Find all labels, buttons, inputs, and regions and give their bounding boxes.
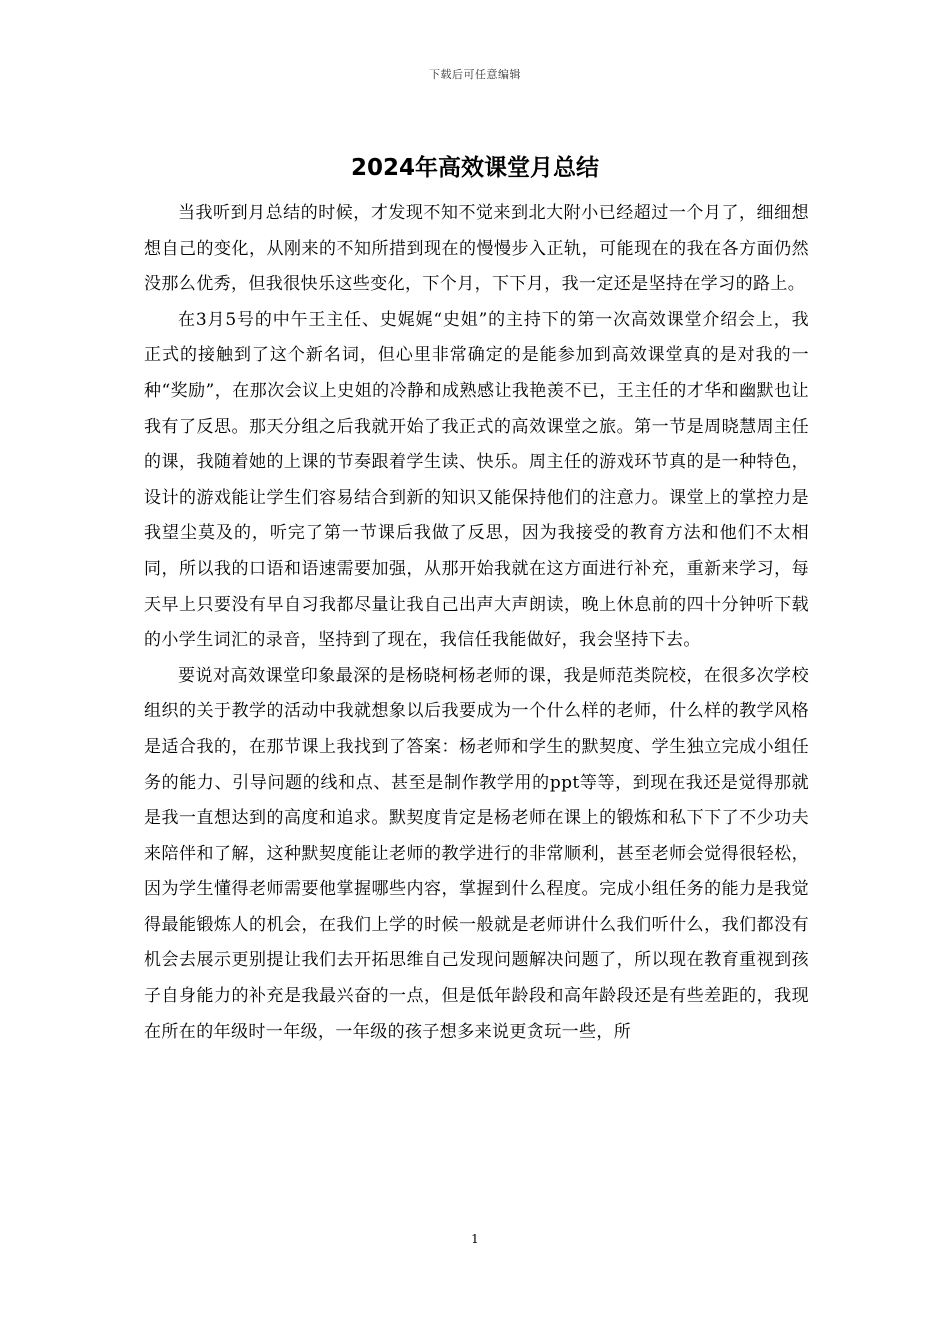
- paragraph-2: 在3月5号的中午王主任、史娓娓“史姐”的主持下的第一次高效课堂介绍会上，我正式的接触到了这个新名词，但心里非常确定的是能参加到高效课堂真的是对我的一种“奖励”，在那次会议上史姐的冷静和成熟感让我艳羡不已，王主任的才华和幽默也让我有了反思。那天分组之后我就开始了我正式的高效课堂之旅。第一节是周晓慧周主任的课，我随着她的上课的节奏跟着学生读、快乐。周主任的游戏环节真的是一种特色，设计的游戏能让学生们容易结合到新的知识又能保持他们的注意力。课堂上的掌控力是我望尘莫及的，听完了第一节课后我做了反思，因为我接受的教育方法和他们不太相同，所以我的口语和语速需要加强，从那开始我就在这方面进行补充，重新来学习，每天早上只要没有早自习我都尽量让我自己出声大声朗读，晚上休息前的四十分钟听下载的小学生词汇的录音，坚持到了现在，我信任我能做好，我会坚持下去。: [144, 309, 809, 651]
- document-title: 2024年高效课堂月总结: [350, 155, 599, 181]
- document-body: [144, 196, 809, 1050]
- paragraph-1: 当我听到月总结的时候，才发现不知不觉来到北大附小已经超过一个月了，细细想想自己的变化，从刚来的不知所措到现在的慢慢步入正轨，可能现在的我在各方面仍然没那么优秀，但我很快乐这些变化，下个月，下下月，我一定还是坚持在学习的路上。: [144, 203, 809, 295]
- paragraph-3: 要说对高效课堂印象最深的是杨晓柯杨老师的课，我是师范类院校，在很多次学校组织的关于教学的活动中我就想象以后我要成为一个什么样的老师，什么样的教学风格是适合我的，在那节课上我找到了答案：杨老师和学生的默契度、学生独立完成小组任务的能力、引导问题的线和点、甚至是制作教学用的ppt等等，到现在我还是觉得那就是我一直想达到的高度和追求。默契度肯定是杨老师在课上的锻炼和私下下了不少功夫来陪伴和了解，这种默契度能让老师的教学进行的非常顺利，甚至老师会觉得很轻松，因为学生懂得老师需要他掌握哪些内容，掌握到什么程度。完成小组任务的能力是我觉得最能锻炼人的机会，在我们上学的时候一般就是老师讲什么我们听什么，我们都没有机会去展示更别提让我们去开拓思维自己发现问题解决问题了，所以现在教育重视到孩子自身能力的补充是我最兴奋的一点，但是低年龄段和高年龄段还是有些差距的，我现在所在的年级时一年级，一年级的孩子想多来说更贪玩一些，所: [144, 665, 809, 1042]
- header-note: 下载后可任意编辑: [429, 68, 521, 81]
- page-number: 1: [471, 1232, 479, 1246]
